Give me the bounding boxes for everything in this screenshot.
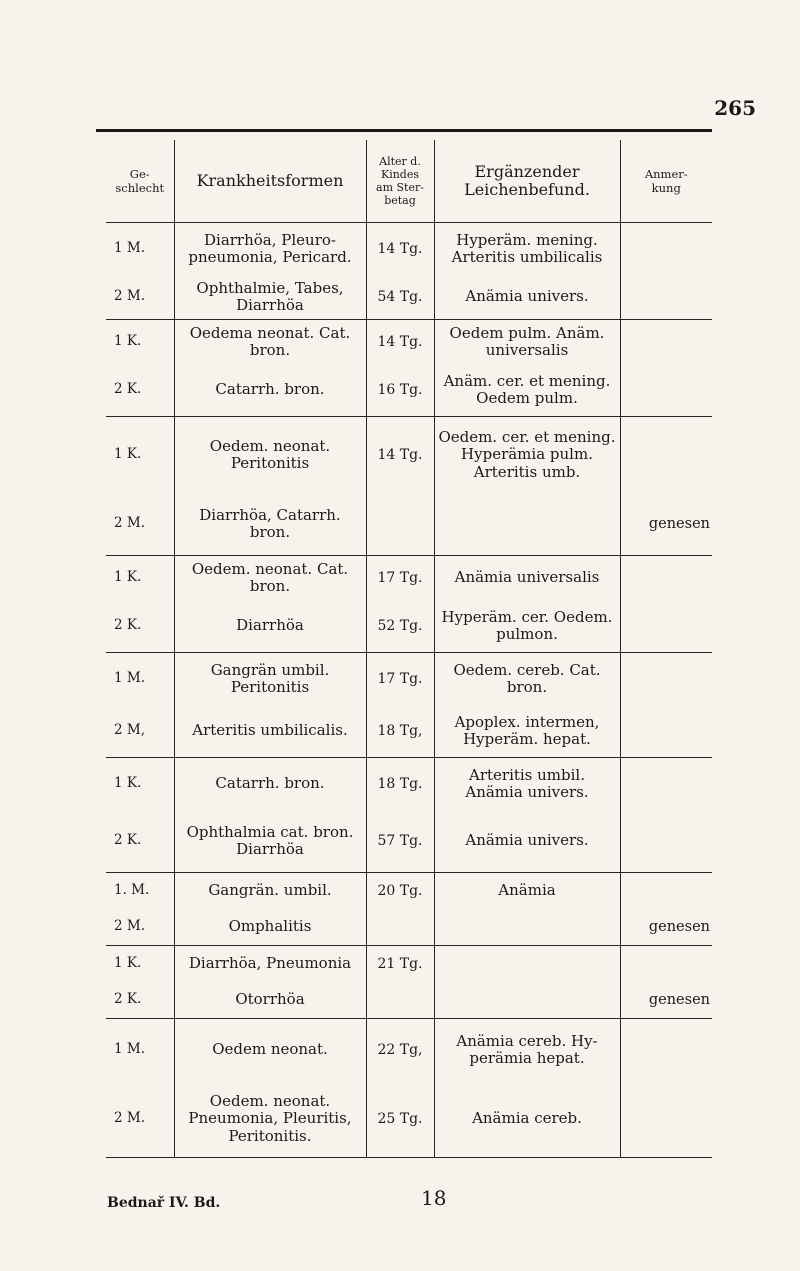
mortality-table	[106, 140, 712, 1158]
table-row	[106, 1081, 712, 1158]
cell-age: 21 Tg.	[366, 946, 434, 983]
cell-note	[620, 810, 712, 873]
cell-finding: Oedem. cer. et mening. Hyperämia pulm. Arteritis umb.	[434, 417, 620, 494]
cell-finding: Hyperäm. cer. Oedem. pulmon.	[434, 600, 620, 653]
cell-form: Ophthalmie, Tabes, Diarrhöa	[174, 275, 366, 320]
cell-form: Oedem. neonat. Pneumonia, Pleuritis, Peritonitis.	[174, 1081, 366, 1158]
cell-sex: 1. M.	[114, 882, 150, 899]
cell-note	[620, 364, 712, 417]
cell-finding: Anäm. cer. et mening. Oedem pulm.	[434, 364, 620, 417]
table-row	[106, 758, 712, 811]
cell-form: Diarrhöa, Pneumonia	[174, 946, 366, 983]
cell-note: genesen	[620, 909, 712, 946]
table-body	[106, 223, 712, 1158]
cell-form: Oedem. neonat. Peritonitis	[174, 417, 366, 494]
cell-age: 18 Tg.	[366, 758, 434, 811]
cell-note: genesen	[620, 493, 712, 556]
cell-note	[620, 223, 712, 276]
table-row	[106, 705, 712, 758]
cell-form: Catarrh. bron.	[174, 758, 366, 811]
table-row	[106, 364, 712, 417]
table-row	[106, 275, 712, 320]
cell-form: Gangrän umbil. Peritonitis	[174, 653, 366, 706]
cell-form: Gangrän. umbil.	[174, 873, 366, 910]
cell-finding	[434, 909, 620, 946]
cell-finding	[434, 982, 620, 1019]
cell-note	[620, 946, 712, 983]
cell-age	[366, 493, 434, 556]
cell-form: Oedem. neonat. Cat. bron.	[174, 556, 366, 601]
header-sex: Ge- schlecht	[106, 140, 174, 223]
cell-form: Otorrhöa	[174, 982, 366, 1019]
cell-age: 52 Tg.	[366, 600, 434, 653]
cell-form: Ophthalmia cat. bron. Diarrhöa	[174, 810, 366, 873]
table-row	[106, 982, 712, 1019]
cell-sex: 2 K.	[106, 810, 174, 873]
cell-sex: 2 M.	[106, 275, 174, 320]
cell-form: Oedem neonat.	[174, 1019, 366, 1082]
table-row	[106, 600, 712, 653]
table-row	[106, 946, 712, 983]
cell-sex: 1 M.	[114, 240, 145, 257]
footer-signature: 18	[421, 1186, 447, 1210]
cell-sex: 1 K.	[114, 775, 142, 792]
cell-form: Diarrhöa	[174, 600, 366, 653]
table-row	[106, 873, 712, 910]
header-form: Krankheitsformen	[174, 140, 366, 223]
cell-sex: 2 K.	[106, 982, 174, 1019]
cell-finding: Oedem pulm. Anäm. universalis	[434, 320, 620, 365]
cell-note	[620, 320, 712, 365]
cell-sex: 2 M,	[106, 705, 174, 758]
top-rule	[96, 129, 712, 132]
cell-finding: Oedem. cereb. Cat. bron.	[434, 653, 620, 706]
cell-note	[620, 758, 712, 811]
cell-form: Diarrhöa, Catarrh. bron.	[174, 493, 366, 556]
cell-sex: 2 K.	[106, 364, 174, 417]
cell-age: 17 Tg.	[366, 653, 434, 706]
header-row	[106, 140, 712, 223]
cell-age: 16 Tg.	[366, 364, 434, 417]
cell-note: genesen	[620, 982, 712, 1019]
cell-note	[620, 705, 712, 758]
cell-age: 20 Tg.	[366, 873, 434, 910]
cell-note	[620, 275, 712, 320]
cell-sex: 2 K.	[106, 600, 174, 653]
cell-sex: 1 K.	[114, 333, 142, 350]
cell-finding: Hyperäm. mening. Arteritis umbilicalis	[434, 223, 620, 276]
cell-note	[620, 653, 712, 706]
cell-age: 14 Tg.	[366, 417, 434, 494]
cell-age: 14 Tg.	[366, 320, 434, 365]
cell-form: Diarrhöa, Pleuro- pneumonia, Pericard.	[174, 223, 366, 276]
footer-volume: Bednař IV. Bd.	[107, 1195, 221, 1211]
cell-note	[620, 417, 712, 494]
cell-note	[620, 556, 712, 601]
cell-finding: Anämia cereb. Hy- perämia hepat.	[434, 1019, 620, 1082]
cell-age: 57 Tg.	[366, 810, 434, 873]
table-row	[106, 320, 712, 365]
cell-form: Arteritis umbilicalis.	[174, 705, 366, 758]
cell-finding	[434, 493, 620, 556]
cell-finding	[434, 946, 620, 983]
cell-sex: 1 M.	[114, 670, 145, 687]
cell-age: 18 Tg,	[366, 705, 434, 758]
table-row	[106, 909, 712, 946]
cell-note	[620, 1019, 712, 1082]
table-row	[106, 417, 712, 494]
cell-finding: Anämia	[434, 873, 620, 910]
cell-note	[620, 600, 712, 653]
header-note: Anmer- kung	[620, 140, 712, 223]
cell-finding: Apoplex. intermen, Hyperäm. hepat.	[434, 705, 620, 758]
table-row	[106, 223, 712, 276]
table-row	[106, 1019, 712, 1082]
cell-note	[620, 873, 712, 910]
cell-form: Omphalitis	[174, 909, 366, 946]
cell-sex: 1 K.	[114, 955, 142, 972]
cell-finding: Anämia univers.	[434, 275, 620, 320]
cell-finding: Arteritis umbil. Anämia univers.	[434, 758, 620, 811]
cell-form: Oedema neonat. Cat. bron.	[174, 320, 366, 365]
cell-age: 17 Tg.	[366, 556, 434, 601]
cell-sex: 1 M.	[114, 1041, 145, 1058]
cell-note	[620, 1081, 712, 1158]
cell-age: 25 Tg.	[366, 1081, 434, 1158]
cell-sex: 1 K.	[114, 446, 142, 463]
table-row	[106, 493, 712, 556]
cell-age	[366, 909, 434, 946]
table-row	[106, 653, 712, 706]
cell-finding: Anämia universalis	[434, 556, 620, 601]
cell-age	[366, 982, 434, 1019]
cell-form: Catarrh. bron.	[174, 364, 366, 417]
header-age: Alter d. Kindes am Ster- betag	[366, 140, 434, 223]
cell-sex: 2 M.	[106, 909, 174, 946]
cell-age: 22 Tg,	[366, 1019, 434, 1082]
cell-finding: Anämia univers.	[434, 810, 620, 873]
mortality-table-container	[106, 140, 712, 1158]
cell-age: 54 Tg.	[366, 275, 434, 320]
page-number: 265	[714, 96, 756, 120]
cell-sex: 2 M.	[106, 493, 174, 556]
cell-finding: Anämia cereb.	[434, 1081, 620, 1158]
cell-sex: 1 K.	[114, 569, 142, 586]
table-row	[106, 810, 712, 873]
cell-age: 14 Tg.	[366, 223, 434, 276]
header-finding: Ergänzender Leichenbefund.	[434, 140, 620, 223]
cell-sex: 2 M.	[106, 1081, 174, 1158]
table-row	[106, 556, 712, 601]
